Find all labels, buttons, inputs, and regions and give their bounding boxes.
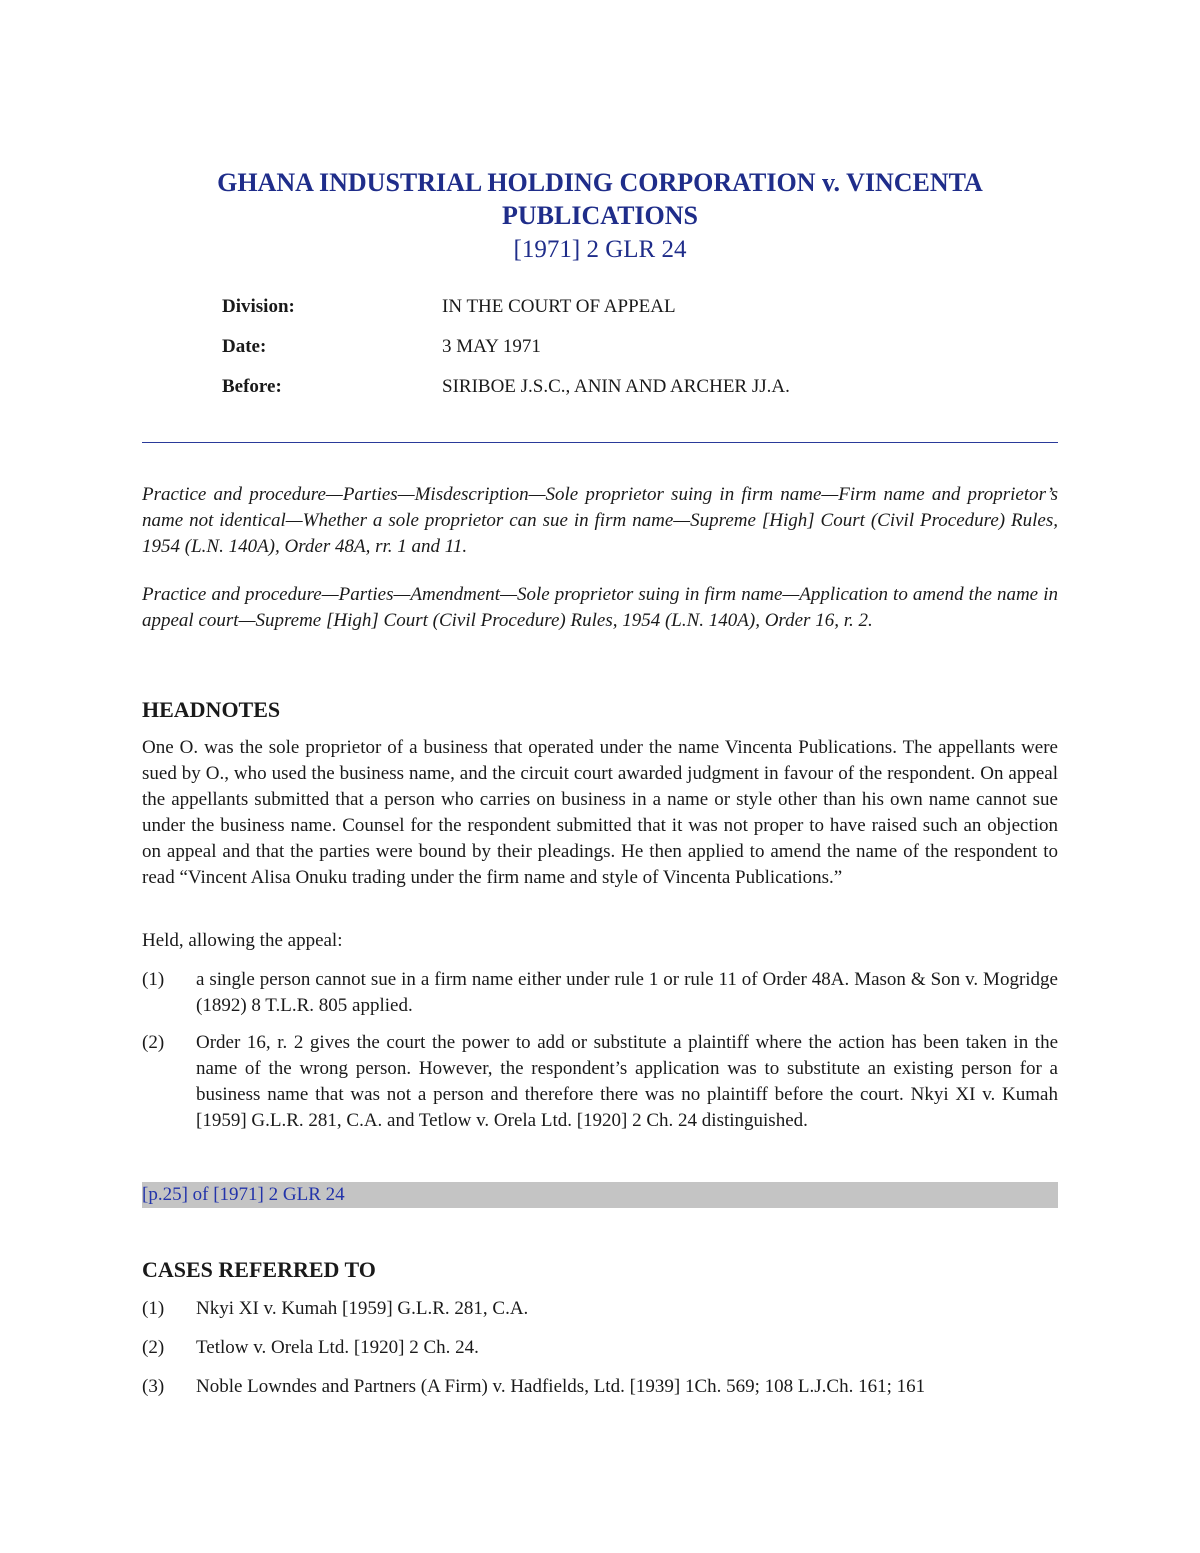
case-item (142, 1335, 1058, 1361)
held-item-number: (1) (142, 969, 165, 990)
date-label: Date: (222, 336, 267, 357)
held-item (142, 967, 1058, 1019)
before-value: SIRIBOE J.S.C., ANIN AND ARCHER JJ.A. (442, 376, 790, 397)
held-item (142, 1030, 1058, 1134)
headnotes-heading: HEADNOTES (142, 697, 281, 722)
case-item-text: Tetlow v. Orela Ltd. [1920] 2 Ch. 24. (196, 1337, 479, 1358)
case-item-number: (2) (142, 1337, 165, 1358)
catchwords-paragraph-2: Practice and procedure—Parties—Amendment—Sole proprietor suing in firm name—Application to amend the name in appeal court—Supreme [High] Court (Civil Procedure) Rules, 1954 (L.N. 140A), Order 16, r. 2. (142, 584, 1058, 631)
case-item-text: Noble Lowndes and Partners (A Firm) v. Hadfields, Ltd. [1939] 1Ch. 569; 108 L.J.Ch. 161; 161 (196, 1376, 926, 1397)
division-label: Division: (222, 296, 295, 317)
case-item (142, 1296, 1058, 1322)
held-item-text: Order 16, r. 2 gives the court the power to add or substitute a plaintiff where the action has been taken in the name of the wrong person. However, the respondent’s application was to substitute an existing person for a business name that was not a person and therefore there was no plaintiff before the court. Nkyi XI v. Kumah [1959] G.L.R. 281, C.A. and Tetlow v. Orela Ltd. [1920] 2 Ch. 24 distinguished. (196, 1032, 1058, 1131)
held-item-text: a single person cannot sue in a firm name either under rule 1 or rule 11 of Order 48A. Mason & Son v. Mogridge (1892) 8 T.L.R. 805 applied. (196, 969, 1058, 1016)
case-citation: [1971] 2 GLR 24 (513, 236, 687, 263)
case-item-number: (3) (142, 1376, 165, 1397)
headnotes-body: One O. was the sole proprietor of a business that operated under the name Vincenta Publications. The appellants were sued by O., who used the business name, and the circuit court awarded judgment in favour of the respondent. On appeal the appellants submitted that a person who carries on business in a name or style other than his own name cannot sue under the business name. Counsel for the respondent submitted that it was not proper to have raised such an objection on appeal and that the parties were bound by their pleadings. He then applied to amend the name of the respondent to read “Vincent Alisa Onuku trading under the firm name and style of Vincenta Publications.” (142, 737, 1058, 888)
meta-date-row (222, 335, 922, 359)
case-item-number: (1) (142, 1298, 165, 1319)
page-marker-link[interactable]: [p.25] of [1971] 2 GLR 24 (142, 1184, 345, 1205)
cases-heading: CASES REFERRED TO (142, 1257, 376, 1282)
page-marker-bar (142, 1182, 1058, 1208)
held-item-number: (2) (142, 1032, 165, 1053)
held-statement: Held, allowing the appeal: (142, 930, 343, 951)
case-title: GHANA INDUSTRIAL HOLDING CORPORATION v. VINCENTA PUBLICATIONS (217, 168, 983, 230)
case-item-text: Nkyi XI v. Kumah [1959] G.L.R. 281, C.A. (196, 1298, 529, 1319)
division-value: IN THE COURT OF APPEAL (442, 296, 676, 317)
meta-before-row (222, 375, 922, 399)
before-label: Before: (222, 376, 282, 397)
meta-division-row (222, 295, 922, 319)
catchwords-paragraph-1: Practice and procedure—Parties—Misdescription—Sole proprietor suing in firm name—Firm name and proprietor’s name not identical—Whether a sole proprietor can sue in firm name—Supreme [High] Court (Civil Procedure) Rules, 1954 (L.N. 140A), Order 48A, rr. 1 and 11. (142, 484, 1058, 557)
date-value: 3 MAY 1971 (442, 336, 541, 357)
header-divider (142, 442, 1058, 443)
case-item (142, 1374, 1058, 1400)
